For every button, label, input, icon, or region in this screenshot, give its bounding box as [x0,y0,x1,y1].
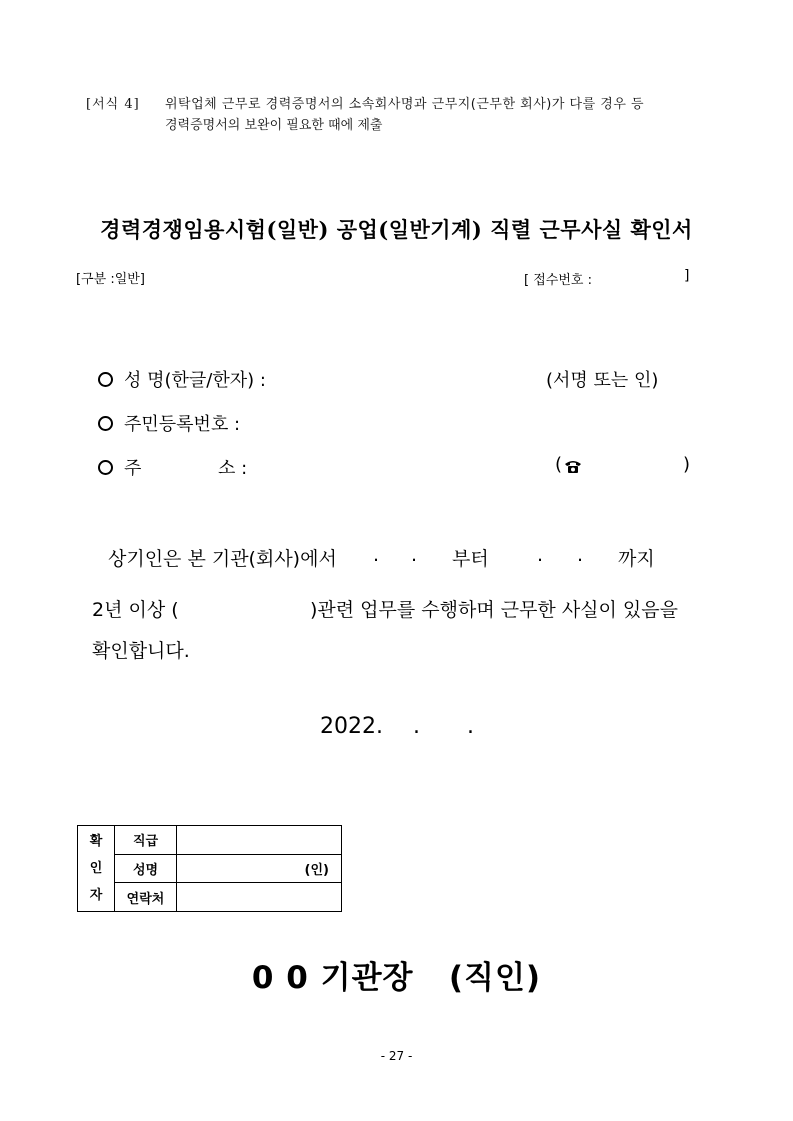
receipt-number-close: ] [684,268,690,284]
address-label-part2: 소 : [218,458,248,479]
statement-duration: 2년 이상 ( [92,599,179,621]
page-number: - 27 - [380,1049,413,1063]
date-separator: . [373,544,380,566]
statement-part1: 상기인은 본 기관(회사)에서 [108,548,337,570]
table-row-label: 연락처 [115,883,177,912]
form-number: [서식 4] [86,97,140,112]
date-separator: . [467,714,474,739]
institution-head-seal: 0 0 기관장 (직인) [251,960,542,996]
statement-until: 까지 [618,548,655,570]
issue-date-year: 2022. [320,714,383,739]
form-note-line2: 경력증명서의 보완이 필요한 때에 제출 [165,118,383,133]
statement-closing: 확인합니다. [92,640,190,662]
date-separator: . [413,714,420,739]
name-field-label: 성 명(한글/한자) : [124,370,266,391]
telephone-icon [564,458,582,474]
signature-note: (서명 또는 인) [546,370,659,391]
phone-paren-close: ) [683,454,691,475]
phone-paren-open: ( [555,454,563,475]
circle-bullet-icon [98,460,113,475]
receipt-number-label: [ 접수번호 : [524,273,592,288]
confirmer-heading: 확 인 자 [78,826,115,912]
contact-value [177,883,342,912]
confirmer-table [77,825,342,912]
circle-bullet-icon [98,416,113,431]
address-label-part1: 주 [124,458,142,479]
table-row-label: 직급 [115,826,177,855]
statement-from: 부터 [452,548,489,570]
date-separator: . [577,544,584,566]
statement-part5: )관련 업무를 수행하며 근무한 사실이 있음을 [310,599,678,621]
document-title: 경력경쟁임용시험(일반) 공업(일반기계) 직렬 근무사실 확인서 [100,217,693,242]
position-value [177,826,342,855]
circle-bullet-icon [98,372,113,387]
date-separator: . [537,544,544,566]
category-label: [구분 :일반] [76,272,145,287]
rrn-field-label: 주민등록번호 : [124,414,241,435]
date-separator: . [411,544,418,566]
name-seal-value: (인) [177,854,342,883]
table-row-label: 성명 [115,854,177,883]
form-note-line1: 위탁업체 근무로 경력증명서의 소속회사명과 근무지(근무한 회사)가 다를 경우 등 [165,97,645,112]
